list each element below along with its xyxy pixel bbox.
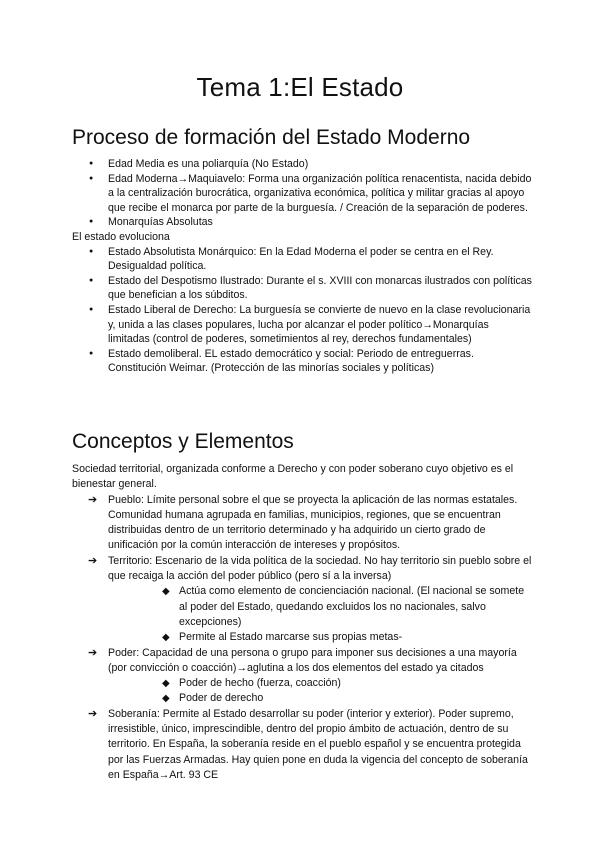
paragraph-definicion-estado: Sociedad territorial, organizada conforme a Derecho y con poder soberano cuyo objetivo es el bienestar general. (72, 463, 514, 491)
list-item: ● Monarquías Absolutas (72, 215, 532, 230)
section-heading-formacion: Proceso de formación del Estado Moderno (72, 126, 471, 149)
section-formacion-body (72, 157, 532, 376)
sub-list-item: ◆ Poder de hecho (fuerza, coacción) (144, 676, 532, 691)
item-text: Pueblo: Límite personal sobre el que se proyecta la aplicación de las normas estatales. Comunidad humana agrupada en familias, municipios, regiones, que se encuentran distribuidas dentro de un territorio determinado y ha adquirido un cierto grado de unificación por la común interacción de intereses y propósitos. (108, 493, 518, 552)
sub-list-item: ◆ Poder de derecho (144, 691, 532, 706)
arrow-list-elementos (72, 493, 532, 784)
item-text: Territorio: Escenario de la vida política de la sociedad. No hay territorio sin pueblo sobre el que recaiga la acción del poder público (pero sí a la inversa) (108, 554, 532, 583)
list-item-territorio (72, 554, 532, 646)
sub-list-territorio (108, 584, 532, 645)
list-item: ● Edad Moderna→Maquiavelo: Forma una organización política renacentista, nacida debido a la centralización burocrática, organizativa económica, política y militar gracias al apoyo que recibe el monarca por parte de la burguesía. / Creación de la separación de poderes. (72, 172, 532, 216)
list-item-poder (72, 646, 532, 707)
list-item: ● Estado Liberal de Derecho: La burguesía se convierte de nuevo en la clase revolucionaria y, unida a las clases populares, lucha por alcanzar el poder político→Monarquías limitadas (control de poderes, sometimientos al rey, derechos fundamentales) (72, 303, 532, 347)
list-item-pueblo (72, 493, 532, 554)
list-item: ● Estado demoliberal. EL estado democrático y social: Periodo de entreguerras. Constitución Weimar. (Protección de las minorías sociales y políticas) (72, 347, 532, 376)
list-item: ● Edad Media es una poliarquía (No Estado) (72, 157, 532, 172)
item-text: Soberanía: Permite al Estado desarrollar su poder (interior y exterior). Poder supremo, irresistible, único, imprescindible, dentro del propio ámbito de actuación, dentro de su territorio. En España, la soberanía reside en el pueblo español y se encuentra protegida por las Fuerzas Armadas. Hay quien pone en duda la vigencia del concepto de soberanía en España→Art. 93 CE (108, 707, 528, 781)
list-item: ● Estado Absolutista Monárquico: En la Edad Moderna el poder se centra en el Rey. Desigualdad política. (72, 245, 532, 274)
section-conceptos-body (72, 462, 532, 783)
list-item: ● Estado del Despotismo Ilustrado: Durante el s. XVIII con monarcas ilustrados con políticas que benefician a los súbditos. (72, 274, 532, 303)
sub-list-item: ◆ Permite al Estado marcarse sus propias metas- (144, 630, 532, 645)
sub-list-poder (108, 676, 532, 707)
sub-list-item: ◆ Actúa como elemento de concienciación nacional. (El nacional se somete al poder del Estado, quedando excluidos los no nacionales, salvo excepciones) (144, 584, 532, 630)
section-heading-conceptos: Conceptos y Elementos (72, 430, 294, 453)
bullet-list-edades (72, 157, 532, 230)
bullet-list-tipos-estado (72, 245, 532, 376)
item-text: Poder: Capacidad de una persona o grupo para imponer sus decisiones a una mayoría (por convicción o coacción)→aglutina a los dos elementos del estado ya citados (108, 646, 517, 674)
paragraph-estado-evoluciona: El estado evoluciona (72, 230, 170, 243)
page-title: Tema 1:El Estado (196, 72, 404, 102)
list-item-soberania (72, 707, 532, 783)
